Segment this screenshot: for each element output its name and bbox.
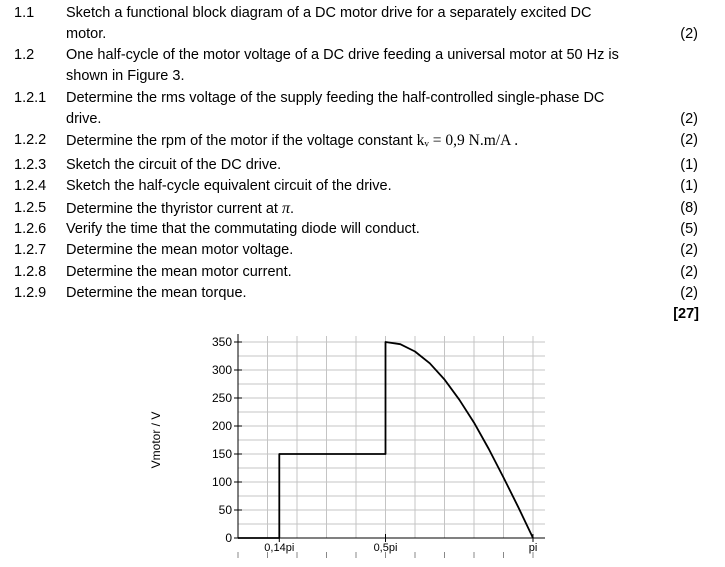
y-tick-label: 300 bbox=[211, 363, 232, 377]
x-tick-label: pi bbox=[528, 542, 538, 554]
question-marks: (2) bbox=[680, 132, 698, 148]
question-text: One half-cycle of the motor voltage of a DC drive feeding a universal motor at 50 Hz is bbox=[66, 47, 619, 63]
data-point bbox=[279, 453, 280, 454]
data-point bbox=[473, 422, 474, 423]
question-text: drive. bbox=[66, 111, 102, 127]
data-point bbox=[385, 453, 386, 454]
data-point bbox=[429, 363, 430, 364]
question-number: 1.2.9 bbox=[14, 285, 47, 301]
question-number: 1.2.3 bbox=[14, 157, 47, 173]
question-marks: (2) bbox=[680, 285, 698, 301]
question-number: 1.2 bbox=[14, 47, 35, 63]
question-marks: (2) bbox=[680, 264, 698, 280]
chart-labels bbox=[149, 335, 537, 554]
data-point bbox=[532, 537, 533, 538]
question-number: 1.2.2 bbox=[14, 132, 47, 148]
question-marks: (2) bbox=[680, 242, 698, 258]
data-point bbox=[414, 351, 415, 352]
y-tick-label: 100 bbox=[211, 475, 232, 489]
question-marks: (1) bbox=[680, 157, 698, 173]
question-number: 1.1 bbox=[14, 5, 35, 21]
data-point bbox=[400, 344, 401, 345]
question-text: Sketch the half-cycle equivalent circuit of the drive. bbox=[66, 178, 392, 194]
x-tick-label: 0,5pi bbox=[373, 542, 398, 554]
question-marks: (2) bbox=[680, 26, 698, 42]
y-tick-label: 200 bbox=[211, 419, 232, 433]
question-text-part: . bbox=[290, 201, 295, 217]
question-marks: (2) bbox=[680, 111, 698, 127]
pi-symbol: π bbox=[281, 200, 290, 217]
y-tick-label: 250 bbox=[211, 391, 232, 405]
question-marks: (8) bbox=[680, 200, 698, 216]
question-text: Determine the mean motor voltage. bbox=[66, 242, 294, 258]
data-point bbox=[385, 341, 386, 342]
data-point bbox=[518, 507, 519, 508]
question-text: shown in Figure 3. bbox=[66, 68, 185, 84]
question-marks: (1) bbox=[680, 178, 698, 194]
question-number: 1.2.4 bbox=[14, 178, 47, 194]
question-number: 1.2.7 bbox=[14, 242, 47, 258]
question-text: Determine the mean motor current. bbox=[66, 264, 292, 280]
question-text-part: Determine the rpm of the motor if the voltage constant bbox=[66, 133, 413, 149]
total-marks: [27] bbox=[673, 306, 699, 322]
question-text: Sketch a functional block diagram of a DC motor drive for a separately excited DC bbox=[66, 5, 592, 21]
chart-grid bbox=[238, 336, 545, 538]
data-point bbox=[279, 537, 280, 538]
question-text: Sketch the circuit of the DC drive. bbox=[66, 157, 282, 173]
voltage-constant-formula: kᵥ = 0,9 N.m/A . bbox=[416, 132, 519, 149]
y-tick-label: 350 bbox=[211, 335, 232, 349]
question-text-part: Determine the thyristor current at bbox=[66, 201, 278, 217]
question-text: motor. bbox=[66, 26, 107, 42]
y-tick-label: 0 bbox=[225, 531, 232, 545]
y-tick-label: 50 bbox=[218, 503, 232, 517]
data-point bbox=[444, 379, 445, 380]
question-text: Determine the mean torque. bbox=[66, 285, 247, 301]
question-text: Verify the time that the commutating diode will conduct. bbox=[66, 221, 420, 237]
x-tick-label: 0,14pi bbox=[264, 542, 295, 554]
question-text: Determine the rms voltage of the supply feeding the half-controlled single-phase DC bbox=[66, 90, 605, 106]
data-point bbox=[459, 399, 460, 400]
data-point bbox=[237, 537, 238, 538]
question-number: 1.2.1 bbox=[14, 90, 47, 106]
y-tick-label: 150 bbox=[211, 447, 232, 461]
question-marks: (5) bbox=[680, 221, 698, 237]
data-point bbox=[503, 477, 504, 478]
question-number: 1.2.8 bbox=[14, 264, 47, 280]
question-number: 1.2.6 bbox=[14, 221, 47, 237]
question-number: 1.2.5 bbox=[14, 200, 47, 216]
y-axis-title: Vmotor / V bbox=[149, 411, 163, 469]
data-point bbox=[488, 448, 489, 449]
